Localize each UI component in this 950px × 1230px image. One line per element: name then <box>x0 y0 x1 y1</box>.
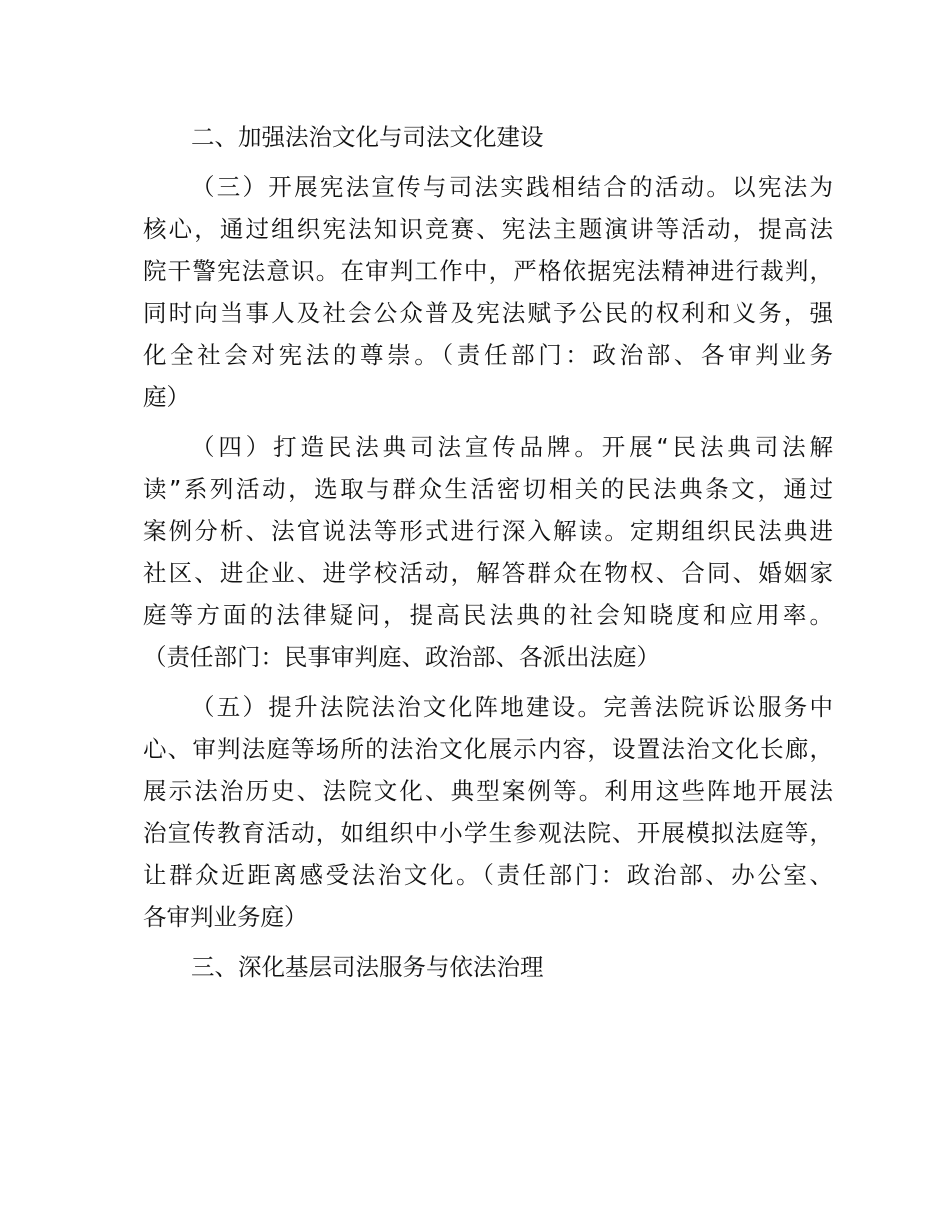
text-line: 二、加强法治文化与司法文化建设 <box>191 123 544 151</box>
body-paragraph <box>143 426 833 678</box>
document-page <box>143 116 833 996</box>
text-line: 核心，通过组织宪法知识竞赛、宪法主题演讲等活动，提高法 <box>143 215 833 243</box>
text-line: 三、深化基层司法服务与依法治理 <box>191 953 544 981</box>
section-heading <box>143 116 833 158</box>
text-line: （四）打造民法典司法宣传品牌。开展“民法典司法解 <box>191 433 833 461</box>
body-paragraph <box>143 166 833 418</box>
text-line: 展示法治历史、法院文化、典型案例等。利用这些阵地开展法 <box>143 777 833 805</box>
section-heading <box>143 946 833 988</box>
text-line: 院干警宪法意识。在审判工作中，严格依据宪法精神进行裁判， <box>143 257 833 285</box>
text-line: 各审判业务庭） <box>143 903 308 931</box>
text-line: （三）开展宪法宣传与司法实践相结合的活动。以宪法为 <box>191 173 833 201</box>
text-line: （五）提升法院法治文化阵地建设。完善法院诉讼服务中 <box>191 693 833 721</box>
text-line: 社区、进企业、进学校活动，解答群众在物权、合同、婚姻家 <box>143 559 833 587</box>
text-line: 庭） <box>143 383 190 411</box>
body-paragraph <box>143 686 833 938</box>
text-line: 让群众近距离感受法治文化。（责任部门：政治部、办公室、 <box>143 861 833 889</box>
text-line: （责任部门：民事审判庭、政治部、各派出法庭） <box>143 643 660 671</box>
text-line: 治宣传教育活动，如组织中小学生参观法院、开展模拟法庭等， <box>143 819 833 847</box>
text-line: 案例分析、法官说法等形式进行深入解读。定期组织民法典进 <box>143 517 833 545</box>
text-line: 庭等方面的法律疑问，提高民法典的社会知晓度和应用率。 <box>143 601 833 629</box>
text-line: 化全社会对宪法的尊崇。（责任部门：政治部、各审判业务 <box>143 341 833 369</box>
text-line: 读”系列活动，选取与群众生活密切相关的民法典条文，通过 <box>143 475 833 503</box>
text-line: 心、审判法庭等场所的法治文化展示内容，设置法治文化长廊， <box>143 735 833 763</box>
text-line: 同时向当事人及社会公众普及宪法赋予公民的权利和义务，强 <box>143 299 833 327</box>
